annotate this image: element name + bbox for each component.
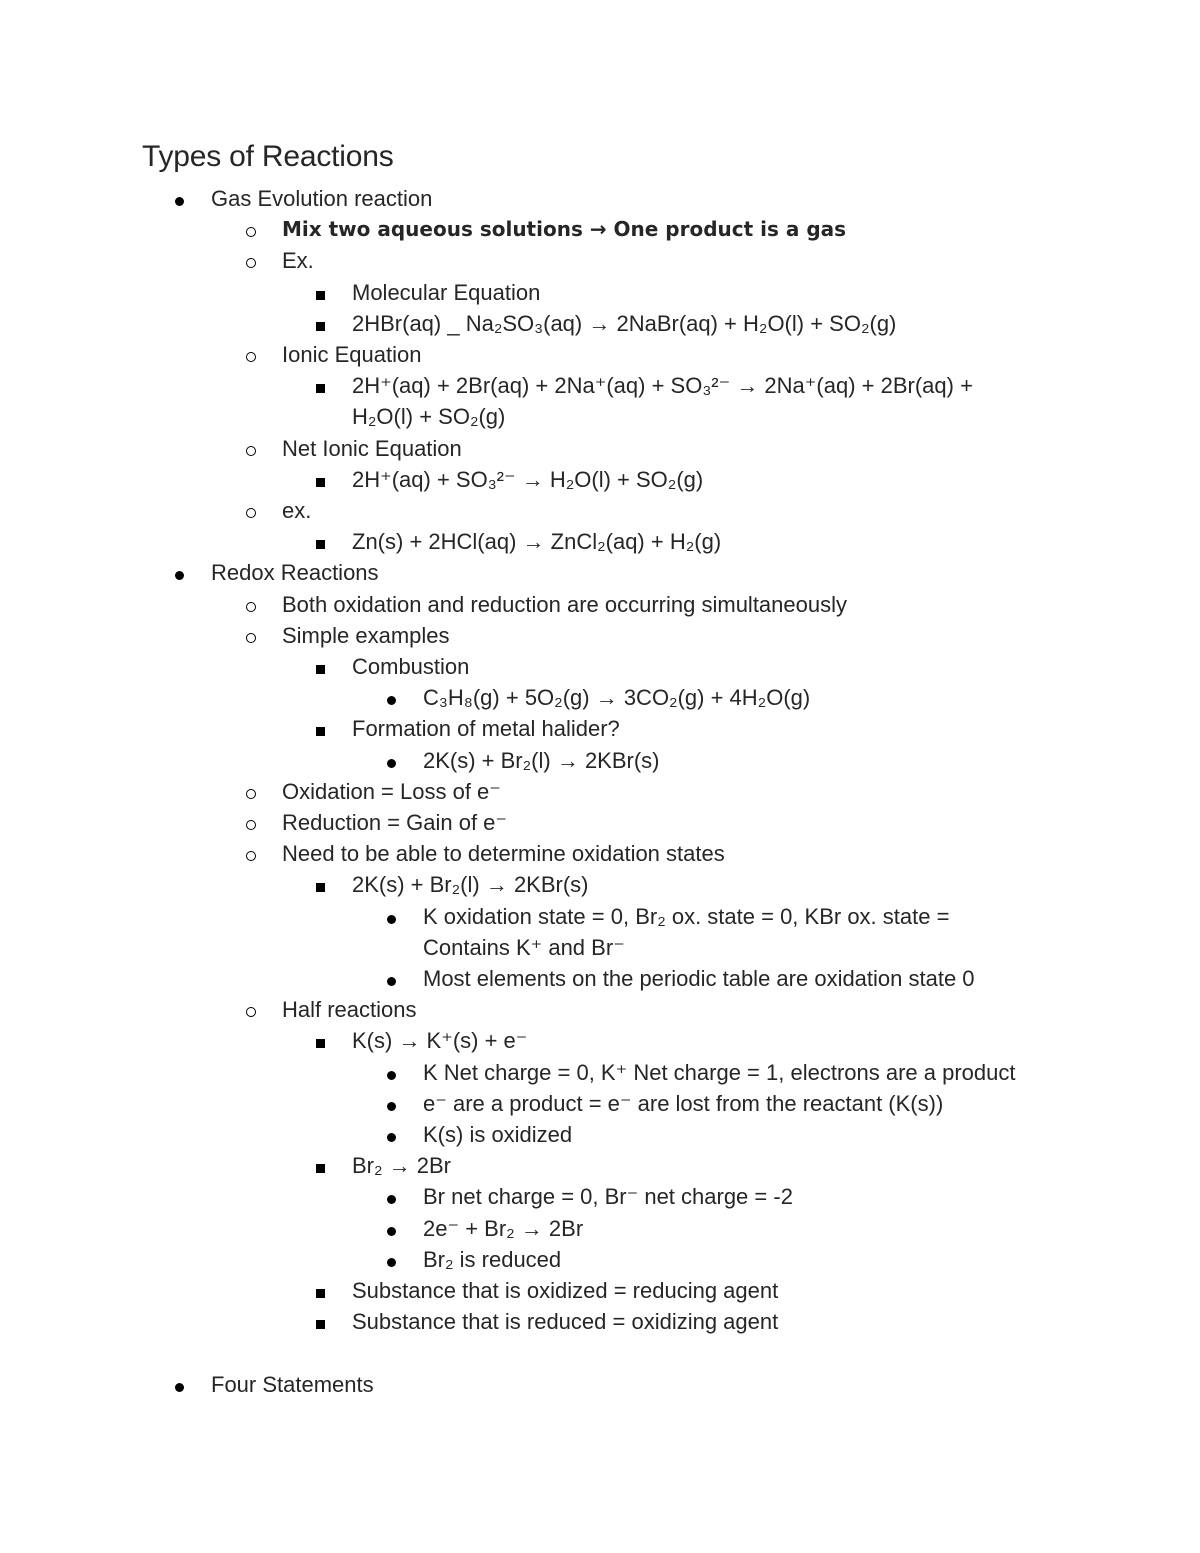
bullet-circle-icon <box>246 789 256 799</box>
bullet-marker <box>316 1275 325 1306</box>
outline-text: K Net charge = 0, K⁺ Net charge = 1, electrons are a product <box>423 1059 1016 1085</box>
bullet-marker <box>387 1088 396 1119</box>
outline-text: K(s) → K⁺(s) + e⁻ <box>352 1028 528 1054</box>
bullet-dot-icon <box>175 197 184 206</box>
bullet-circle-icon <box>246 508 256 518</box>
bullet-square-icon <box>316 291 325 300</box>
outline-text: Molecular Equation <box>352 279 541 305</box>
outline-text: Simple examples <box>282 622 450 648</box>
bullet-marker <box>246 495 256 526</box>
outline-text: Formation of metal halider? <box>352 716 620 742</box>
bullet-circle-icon <box>246 446 256 456</box>
bullet-marker <box>316 1150 325 1181</box>
bullet-dot-icon <box>387 1133 396 1142</box>
outline-text: Most elements on the periodic table are oxidation state 0 <box>423 966 975 991</box>
outline-text: Net Ionic Equation <box>282 435 462 461</box>
outline-text: Reduction = Gain of e⁻ <box>282 810 508 835</box>
bullet-marker <box>246 433 256 464</box>
outline-text: Substance that is reduced = oxidizing agent <box>352 1309 779 1335</box>
outline-text: e⁻ are a product = e⁻ are lost from the reactant (K(s)) <box>423 1090 944 1116</box>
bullet-marker <box>387 1244 396 1275</box>
bullet-circle-icon <box>246 633 256 643</box>
bullet-marker <box>387 682 396 713</box>
bullet-square-icon <box>316 883 325 892</box>
bullet-marker <box>316 464 325 495</box>
outline-text: Need to be able to determine oxidation states <box>282 841 725 867</box>
bullet-marker <box>246 838 256 869</box>
bullet-marker <box>316 526 325 557</box>
bullet-square-icon <box>316 1164 325 1173</box>
bullet-square-icon <box>316 384 325 393</box>
bullet-dot-icon <box>387 1102 396 1111</box>
outline-text: Redox Reactions <box>211 560 379 586</box>
bullet-square-icon <box>316 665 325 674</box>
bullet-circle-icon <box>246 227 256 237</box>
bullet-circle-icon <box>246 1007 256 1017</box>
outline-text: Gas Evolution reaction <box>211 186 433 211</box>
bullet-marker <box>316 308 325 339</box>
bullet-marker <box>175 557 184 588</box>
outline-text: Br₂ → 2Br <box>352 1153 451 1179</box>
bullet-dot-icon <box>387 1195 396 1204</box>
bullet-marker <box>387 1181 396 1212</box>
bullet-marker <box>387 1213 396 1244</box>
outline-text: C₃H₈(g) + 5O₂(g) → 3CO₂(g) + 4H₂O(g) <box>423 685 811 711</box>
bullet-dot-icon <box>387 1258 396 1267</box>
bullet-dot-icon <box>175 571 184 580</box>
bullet-marker <box>387 901 396 932</box>
outline-text: 2H⁺(aq) + SO₃²⁻ → H₂O(l) + SO₂(g) <box>352 466 704 492</box>
outline-text: 2e⁻ + Br₂ → 2Br <box>423 1215 584 1241</box>
bullet-marker <box>316 277 325 308</box>
bullet-dot-icon <box>387 759 396 768</box>
bullet-circle-icon <box>246 602 256 612</box>
bullet-marker <box>316 1025 325 1056</box>
bullet-marker <box>387 745 396 776</box>
outline-text: Br net charge = 0, Br⁻ net charge = -2 <box>423 1184 793 1210</box>
outline-text: K(s) is oxidized <box>423 1122 573 1147</box>
outline-text: Ex. <box>282 248 314 274</box>
outline-text: Four Statements <box>211 1371 374 1397</box>
bullet-marker <box>387 963 396 994</box>
outline-text: Zn(s) + 2HCl(aq) → ZnCl₂(aq) + H₂(g) <box>352 529 722 555</box>
bullet-marker <box>246 339 256 370</box>
bullet-square-icon <box>316 1289 325 1298</box>
bullet-dot-icon <box>387 1227 396 1236</box>
bullet-marker <box>316 1306 325 1337</box>
outline-text: 2K(s) + Br₂(l) → 2KBr(s) <box>423 747 660 773</box>
bullet-marker <box>316 370 325 401</box>
outline-text: Combustion <box>352 654 470 679</box>
outline-text: Ionic Equation <box>282 342 422 367</box>
outline-text: Br₂ is reduced <box>423 1246 562 1272</box>
bullet-square-icon <box>316 1320 325 1329</box>
bullet-dot-icon <box>387 696 396 705</box>
bullet-marker <box>246 776 256 807</box>
outline-text: Substance that is oxidized = reducing agent <box>352 1278 779 1303</box>
outline-text: Mix two aqueous solutions → One product is a gas <box>282 217 847 242</box>
bullet-marker <box>316 869 325 900</box>
page-title: Types of Reactions <box>142 140 394 173</box>
bullet-dot-icon <box>387 915 396 924</box>
bullet-marker <box>316 651 325 682</box>
outline-text: 2HBr(aq) _ Na₂SO₃(aq) → 2NaBr(aq) + H₂O(l) + SO₂(g) <box>352 310 897 336</box>
outline-text: 2H⁺(aq) + 2Br(aq) + 2Na⁺(aq) + SO₃²⁻ → 2Na⁺(aq) + 2Br(aq) + <box>352 373 973 399</box>
bullet-marker <box>316 713 325 744</box>
bullet-marker <box>246 620 256 651</box>
outline-text: H₂O(l) + SO₂(g) <box>352 404 506 430</box>
bullet-marker <box>387 1057 396 1088</box>
outline-text: Half reactions <box>282 997 417 1023</box>
bullet-circle-icon <box>246 820 256 830</box>
bullet-square-icon <box>316 478 325 487</box>
bullet-circle-icon <box>246 851 256 861</box>
bullet-marker <box>246 807 256 838</box>
bullet-circle-icon <box>246 352 256 362</box>
bullet-marker <box>246 994 256 1025</box>
bullet-dot-icon <box>387 977 396 986</box>
bullet-square-icon <box>316 322 325 331</box>
bullet-marker <box>175 183 184 214</box>
bullet-dot-icon <box>387 1071 396 1080</box>
bullet-marker <box>246 245 256 276</box>
outline-text: Contains K⁺ and Br⁻ <box>423 934 625 960</box>
bullet-square-icon <box>316 540 325 549</box>
bullet-dot-icon <box>175 1383 184 1392</box>
outline-text: K oxidation state = 0, Br₂ ox. state = 0, KBr ox. state = <box>423 903 950 929</box>
bullet-square-icon <box>316 727 325 736</box>
bullet-square-icon <box>316 1039 325 1048</box>
bullet-marker <box>246 589 256 620</box>
outline-text: Oxidation = Loss of e⁻ <box>282 778 501 804</box>
bullet-circle-icon <box>246 258 256 268</box>
bullet-marker <box>175 1369 184 1400</box>
outline-text: 2K(s) + Br₂(l) → 2KBr(s) <box>352 872 589 898</box>
outline-text: Both oxidation and reduction are occurring simultaneously <box>282 591 847 617</box>
bullet-marker <box>246 214 256 245</box>
outline-text: ex. <box>282 498 312 523</box>
bullet-marker <box>387 1119 396 1150</box>
